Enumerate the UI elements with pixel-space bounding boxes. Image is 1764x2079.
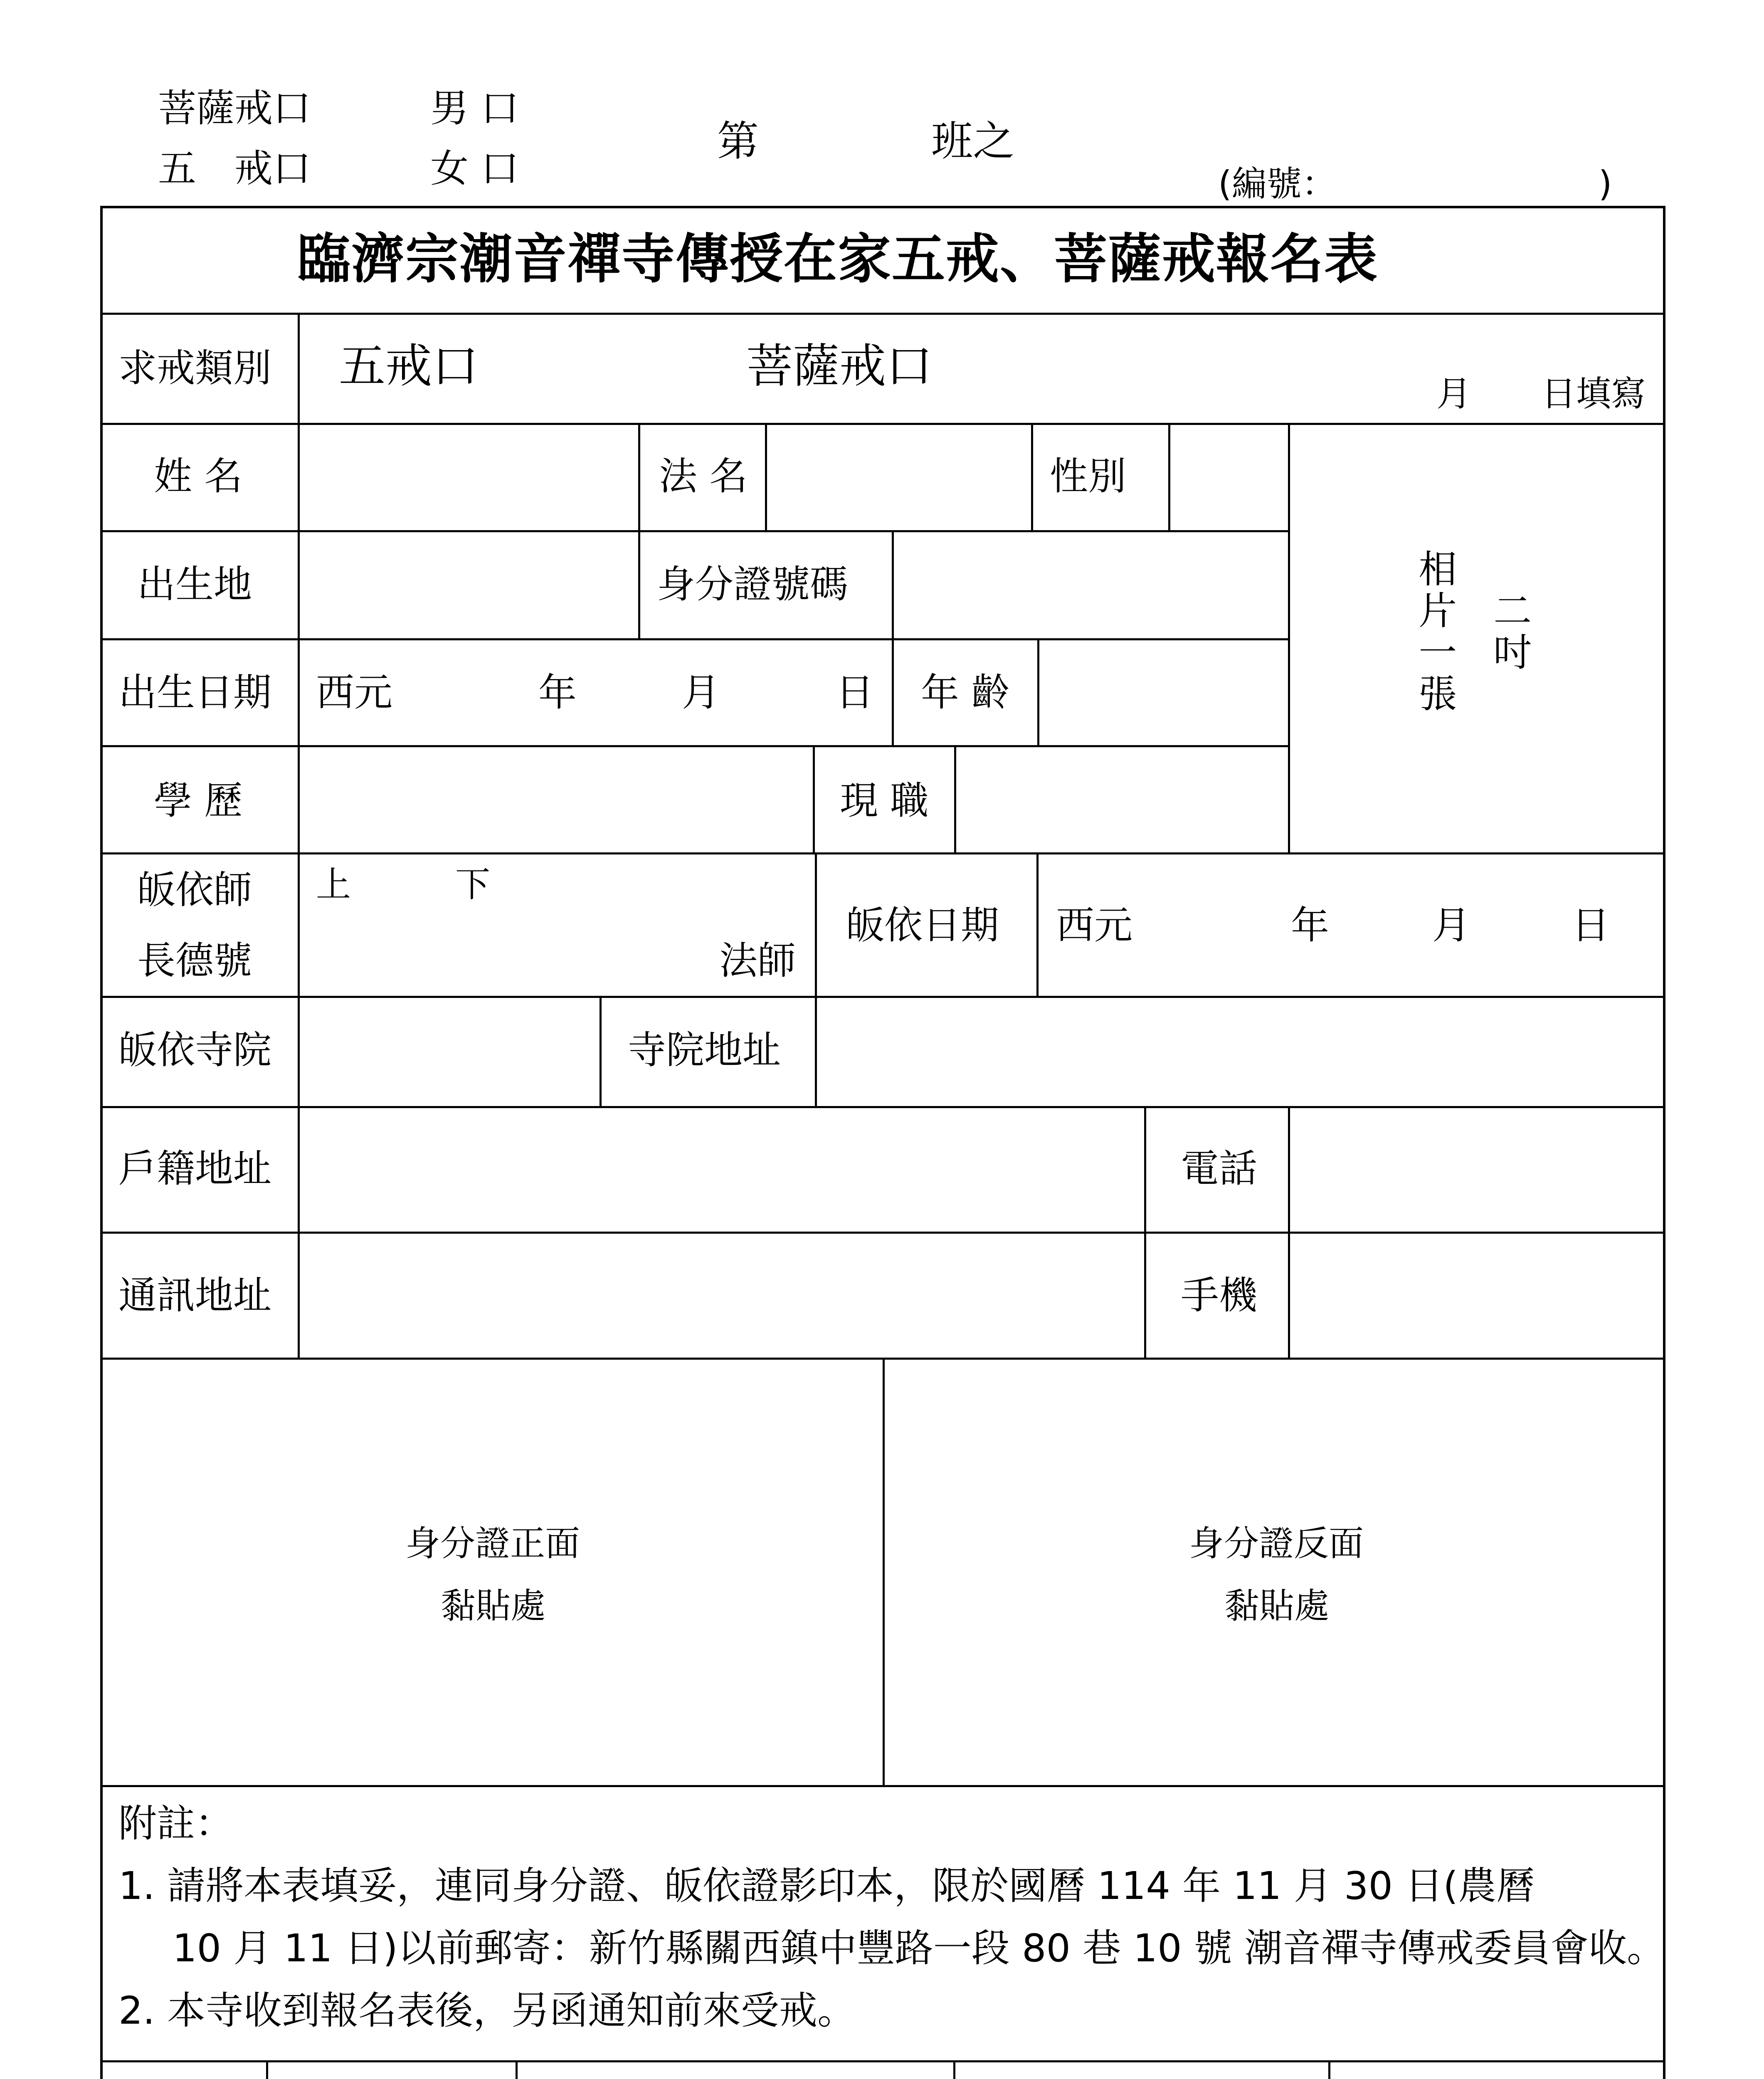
bodhisattva-precept-checkbox[interactable]: 菩薩戒口 — [158, 86, 311, 131]
dharma-name-input[interactable] — [767, 425, 1029, 528]
note-2: 2. 本寺收到報名表後，另函通知前來受戒。 — [118, 1988, 856, 2033]
refuge-lower-char: 下 — [455, 864, 491, 905]
id-front-paste-label: 黏貼處 — [441, 1585, 546, 1626]
rule — [100, 745, 1289, 747]
rule — [266, 2060, 268, 2079]
form-title: 臨濟宗潮音禪寺傳授在家五戒、菩薩戒報名表 — [297, 228, 1379, 290]
age-label: 年 齡 — [921, 670, 1010, 715]
id-front-paste-area[interactable] — [103, 1360, 880, 1783]
dharma-name-label: 法 名 — [659, 454, 748, 499]
rule — [100, 530, 1289, 532]
registrar-input[interactable] — [269, 2063, 513, 2079]
rule — [600, 996, 602, 1106]
temple-address-label: 寺院地址 — [628, 1028, 781, 1072]
household-address-input[interactable] — [300, 1109, 1142, 1230]
refuge-date-day: 日 — [1572, 903, 1610, 948]
rule — [883, 1358, 885, 1785]
birthdate-era: 西元 — [316, 670, 393, 715]
class-prefix: 第 — [717, 117, 759, 165]
birthdate-input[interactable] — [300, 641, 889, 743]
birthdate-month: 月 — [682, 670, 720, 715]
female-checkbox[interactable]: 女 口 — [430, 146, 519, 191]
refuge-master-suffix: 法師 — [719, 938, 796, 983]
rule — [1037, 638, 1039, 745]
rule — [1144, 1106, 1146, 1358]
mobile-input[interactable] — [1290, 1234, 1663, 1356]
id-back-label: 身分證反面 — [1189, 1523, 1364, 1564]
rule — [1288, 1106, 1290, 1358]
male-checkbox[interactable]: 男 口 — [430, 86, 519, 131]
rule — [1036, 852, 1039, 996]
rule — [100, 2060, 1665, 2062]
refuge-date-month: 月 — [1432, 903, 1471, 948]
refuge-date-label: 皈依日期 — [846, 903, 999, 948]
rule — [100, 1106, 1665, 1108]
rule — [954, 745, 956, 852]
name-input[interactable] — [300, 425, 636, 528]
occupation-label: 現 職 — [840, 778, 929, 823]
temple-address-input[interactable] — [817, 998, 1663, 1104]
refuge-master-label-2: 長德號 — [137, 938, 252, 983]
rule — [638, 423, 640, 638]
gender-label: 性別 — [1050, 454, 1127, 499]
fill-date: 月 日填寫 — [1436, 373, 1646, 414]
rule — [100, 1785, 1665, 1787]
note-1-line-2: 10 月 11 日)以前郵寄：新竹縣關西鎮中豐路一段 80 巷 10 號 潮音禪寺傳戒委員會收。 — [173, 1926, 1665, 1970]
birthdate-year: 年 — [538, 670, 577, 715]
mobile-label: 手機 — [1181, 1273, 1258, 1318]
rule — [1168, 423, 1170, 530]
rule — [516, 2060, 518, 2079]
birthplace-input[interactable] — [300, 533, 636, 636]
rule — [1288, 423, 1290, 852]
note-1-line-1: 1. 請將本表填妥，連同身分證、皈依證影印本，限於國曆 114 年 11 月 30 日(農曆 — [118, 1864, 1535, 1908]
photo-area[interactable] — [1290, 425, 1663, 850]
education-input[interactable] — [300, 748, 810, 850]
rule — [100, 996, 1665, 998]
age-input[interactable] — [1040, 641, 1285, 743]
phone-label: 電話 — [1181, 1146, 1258, 1191]
mailing-address-label: 通訊地址 — [118, 1273, 272, 1318]
serial-number: (編號： ) — [1218, 163, 1612, 204]
refuge-master-input[interactable] — [300, 855, 812, 994]
refuge-upper-char: 上 — [316, 864, 351, 905]
birthdate-label: 出生日期 — [118, 670, 272, 715]
gender-input[interactable] — [1171, 425, 1285, 528]
id-number-label: 身分證號碼 — [657, 562, 849, 607]
bodhisattva-precept-option[interactable]: 菩薩戒口 — [746, 339, 933, 393]
rule — [1328, 2060, 1330, 2079]
refuge-temple-label: 皈依寺院 — [118, 1028, 272, 1072]
rule — [100, 1232, 1665, 1234]
rule — [100, 313, 1665, 315]
class-suffix: 班之 — [931, 117, 1014, 165]
id-front-label: 身分證正面 — [405, 1523, 580, 1564]
mailing-address-input[interactable] — [300, 1234, 1142, 1356]
refuge-temple-input[interactable] — [300, 998, 597, 1104]
id-back-paste-area[interactable] — [885, 1360, 1663, 1783]
photo-note-count: 相片一張 — [1412, 549, 1457, 715]
rule — [892, 530, 894, 745]
phone-input[interactable] — [1290, 1109, 1663, 1230]
birthplace-label: 出生地 — [137, 562, 252, 607]
refuge-date-year: 年 — [1291, 903, 1330, 948]
id-back-paste-label: 黏貼處 — [1224, 1585, 1330, 1626]
name-label: 姓 名 — [154, 454, 243, 499]
photo-note-size: 二吋 — [1487, 590, 1532, 674]
refuge-date-era: 西元 — [1056, 903, 1133, 948]
refuge-date-input[interactable] — [1039, 855, 1663, 994]
refuge-master-label: 皈依師 — [137, 868, 252, 912]
rule — [813, 745, 815, 852]
rule — [100, 638, 1289, 640]
rule — [100, 423, 1665, 425]
household-address-label: 戶籍地址 — [118, 1146, 272, 1191]
five-precepts-option[interactable]: 五戒口 — [339, 339, 479, 393]
rule — [765, 423, 767, 530]
rule — [953, 2060, 955, 2079]
birthdate-day: 日 — [836, 670, 874, 715]
id-number-input[interactable] — [894, 533, 1285, 636]
rule — [1031, 423, 1033, 530]
education-label: 學 歷 — [154, 778, 243, 823]
rule — [298, 313, 300, 1358]
rule — [100, 852, 1665, 854]
rule — [815, 852, 817, 1106]
occupation-input[interactable] — [957, 748, 1285, 850]
five-precepts-checkbox[interactable]: 五 戒口 — [158, 146, 311, 191]
category-label: 求戒類別 — [118, 346, 272, 390]
notes-title: 附註： — [118, 1801, 234, 1846]
